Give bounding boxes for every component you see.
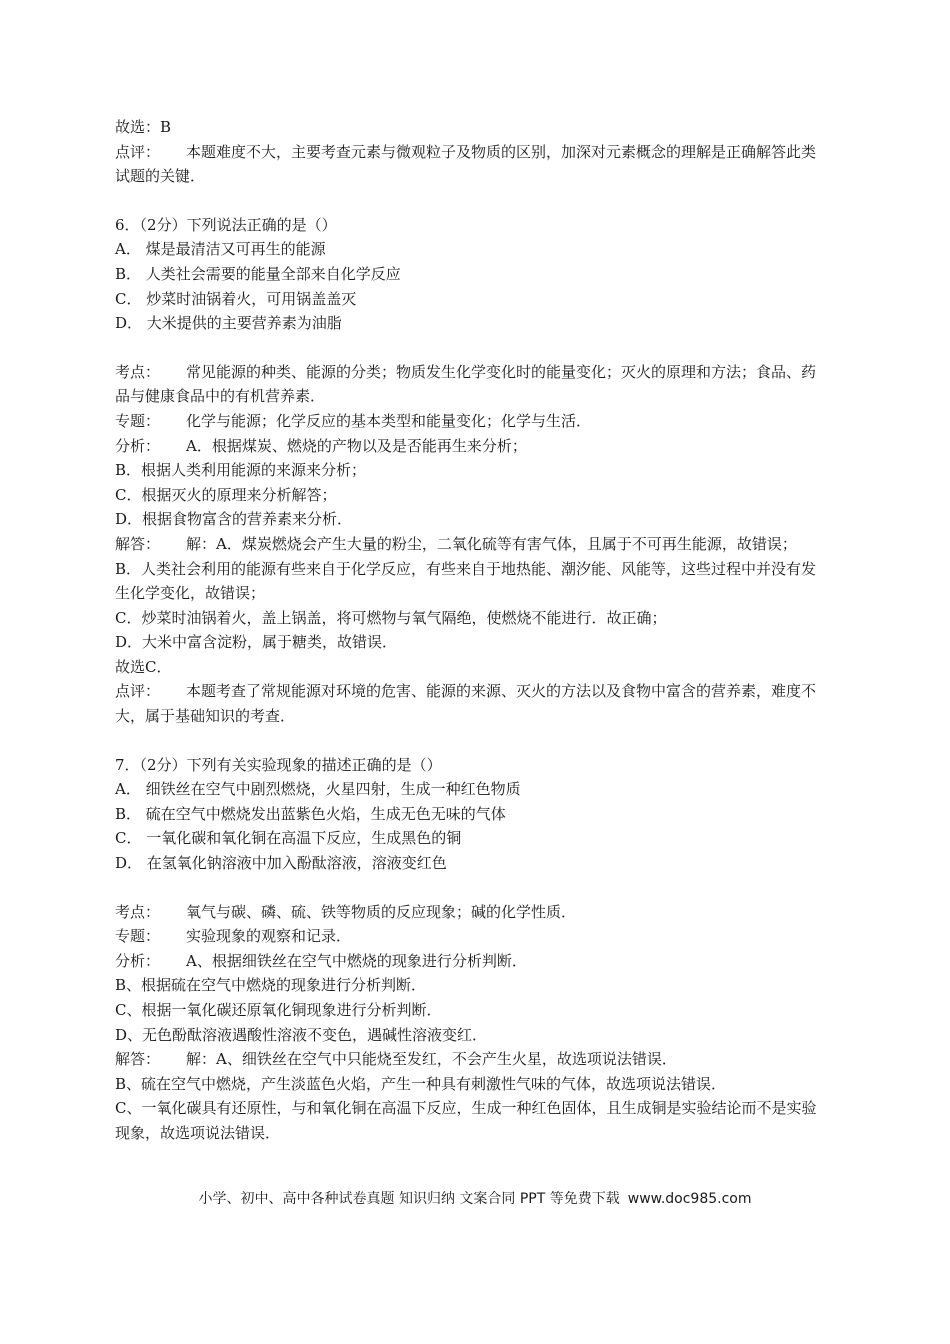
text-line: D． 大米提供的主要营养素为油脂 <box>115 314 342 333</box>
annotation-paragraph <box>115 679 820 728</box>
annotation-label: 点评： <box>115 142 161 161</box>
annotation-label: 专题： <box>115 927 161 946</box>
annotation-paragraph <box>115 900 820 925</box>
text-line: 故选：B <box>115 118 172 136</box>
text-line: B、硫在空气中燃烧，产生淡蓝色火焰，产生一种具有刺激性气味的气体，故选项说法错误． <box>115 1074 727 1093</box>
annotation-paragraph <box>115 1047 820 1072</box>
text-line: B、根据硫在空气中燃烧的现象进行分析判断． <box>115 976 427 995</box>
text-line: D．大米中富含淀粉，属于糖类，故错误． <box>115 633 398 652</box>
blank-line <box>115 876 820 900</box>
annotation-label: 解答： <box>115 534 161 553</box>
annotation-paragraph <box>115 434 820 459</box>
text-line: C．根据灭火的原理来分析解答； <box>115 485 337 504</box>
text-line: C． 炒菜时油锅着火，可用锅盖盖灭 <box>115 289 357 308</box>
annotation-text: 本题考查了常规能源对环境的危害、能源的来源、灭火的方法以及食物中富含的营养素，难度不大，属于基础知识的考查． <box>115 682 817 726</box>
text-line: D．根据食物富含的营养素来分析． <box>115 510 353 529</box>
text-line: C、根据一氧化碳还原氧化铜现象进行分析判断． <box>115 1001 442 1019</box>
annotation-paragraph <box>115 949 820 974</box>
blank-line <box>115 189 820 213</box>
text-line: B．根据人类利用能源的来源来分析； <box>115 461 367 480</box>
annotation-text: 解：A、细铁丝在空气中只能烧至发红，不会产生火星，故选项说法错误． <box>186 1050 677 1069</box>
text-line: B． 人类社会需要的能量全部来自化学反应 <box>115 264 401 283</box>
text-line: D、无色酚酞溶液遇酸性溶液不变色，遇碱性溶液变红． <box>115 1025 488 1044</box>
page-footer <box>0 1188 950 1208</box>
annotation-paragraph <box>115 924 820 949</box>
text-line: B． 硫在空气中燃烧发出蓝紫色火焰，生成无色无味的气体 <box>115 804 506 823</box>
text-line: 6．（2分）下列说法正确的是（） <box>115 215 337 234</box>
annotation-text: 本题难度不大，主要考查元素与微观粒子及物质的区别，加深对元素概念的理解是正确解答此类试题的关键． <box>115 142 817 186</box>
text-line: A． 煤是最清洁又可再生的能源 <box>115 240 326 259</box>
blank-line <box>115 729 820 753</box>
text-line: C． 一氧化碳和氧化铜在高温下反应，生成黑色的铜 <box>115 829 462 848</box>
text-line: D． 在氢氧化钠溶液中加入酚酞溶液，溶液变红色 <box>115 854 447 873</box>
text-line: C．炒菜时油锅着火，盖上锅盖，将可燃物与氧气隔绝，使燃烧不能进行．故正确； <box>115 608 667 627</box>
annotation-paragraph <box>115 532 820 557</box>
footer-url[interactable]: www.doc985.com <box>627 1191 752 1207</box>
annotation-label: 分析： <box>115 951 161 970</box>
annotation-paragraph <box>115 409 820 434</box>
annotation-text: 化学与能源；化学反应的基本类型和能量变化；化学与生活． <box>186 411 592 430</box>
annotation-label: 考点： <box>115 902 161 921</box>
annotation-paragraph <box>115 360 820 409</box>
text-line: A． 细铁丝在空气中剧烈燃烧，火星四射，生成一种红色物质 <box>115 780 521 799</box>
document-body <box>115 115 820 1146</box>
annotation-text: 氧气与碳、磷、硫、铁等物质的反应现象；碱的化学性质． <box>186 902 577 921</box>
annotation-text: A．根据煤炭、燃烧的产物以及是否能再生来分析； <box>186 436 527 455</box>
annotation-label: 专题： <box>115 411 161 430</box>
footer-text: 小学、初中、高中各种试卷真题 知识归纳 文案合同 PPT 等免费下载 <box>198 1191 620 1207</box>
annotation-text: 常见能源的种类、能源的分类；物质发生化学变化时的能量变化；灭火的原理和方法；食品、药品与健康食品中的有机营养素． <box>115 362 817 406</box>
text-line: C、一氧化碳具有还原性，与和氧化铜在高温下反应，生成一种红色固体，且生成铜是实验结论而不是实验现象，故选项说法错误． <box>115 1099 817 1142</box>
annotation-text: 实验现象的观察和记录． <box>186 927 352 946</box>
annotation-label: 考点： <box>115 362 161 381</box>
blank-line <box>115 336 820 360</box>
annotation-label: 解答： <box>115 1050 161 1069</box>
text-line: B．人类社会利用的能源有些来自于化学反应，有些来自于地热能、潮汐能、风能等，这些过程中并没有发生化学变化，故错误； <box>115 559 817 603</box>
annotation-label: 分析： <box>115 436 161 455</box>
annotation-text: 解：A．煤炭燃烧会产生大量的粉尘，二氧化硫等有害气体，且属于不可再生能源，故错误； <box>186 534 797 553</box>
annotation-label: 点评： <box>115 682 161 701</box>
text-line: 7．（2分）下列有关实验现象的描述正确的是（） <box>115 755 442 774</box>
annotation-text: A、根据细铁丝在空气中燃烧的现象进行分析判断． <box>186 951 527 970</box>
annotation-paragraph <box>115 140 820 189</box>
text-line: 故选C． <box>115 657 172 676</box>
